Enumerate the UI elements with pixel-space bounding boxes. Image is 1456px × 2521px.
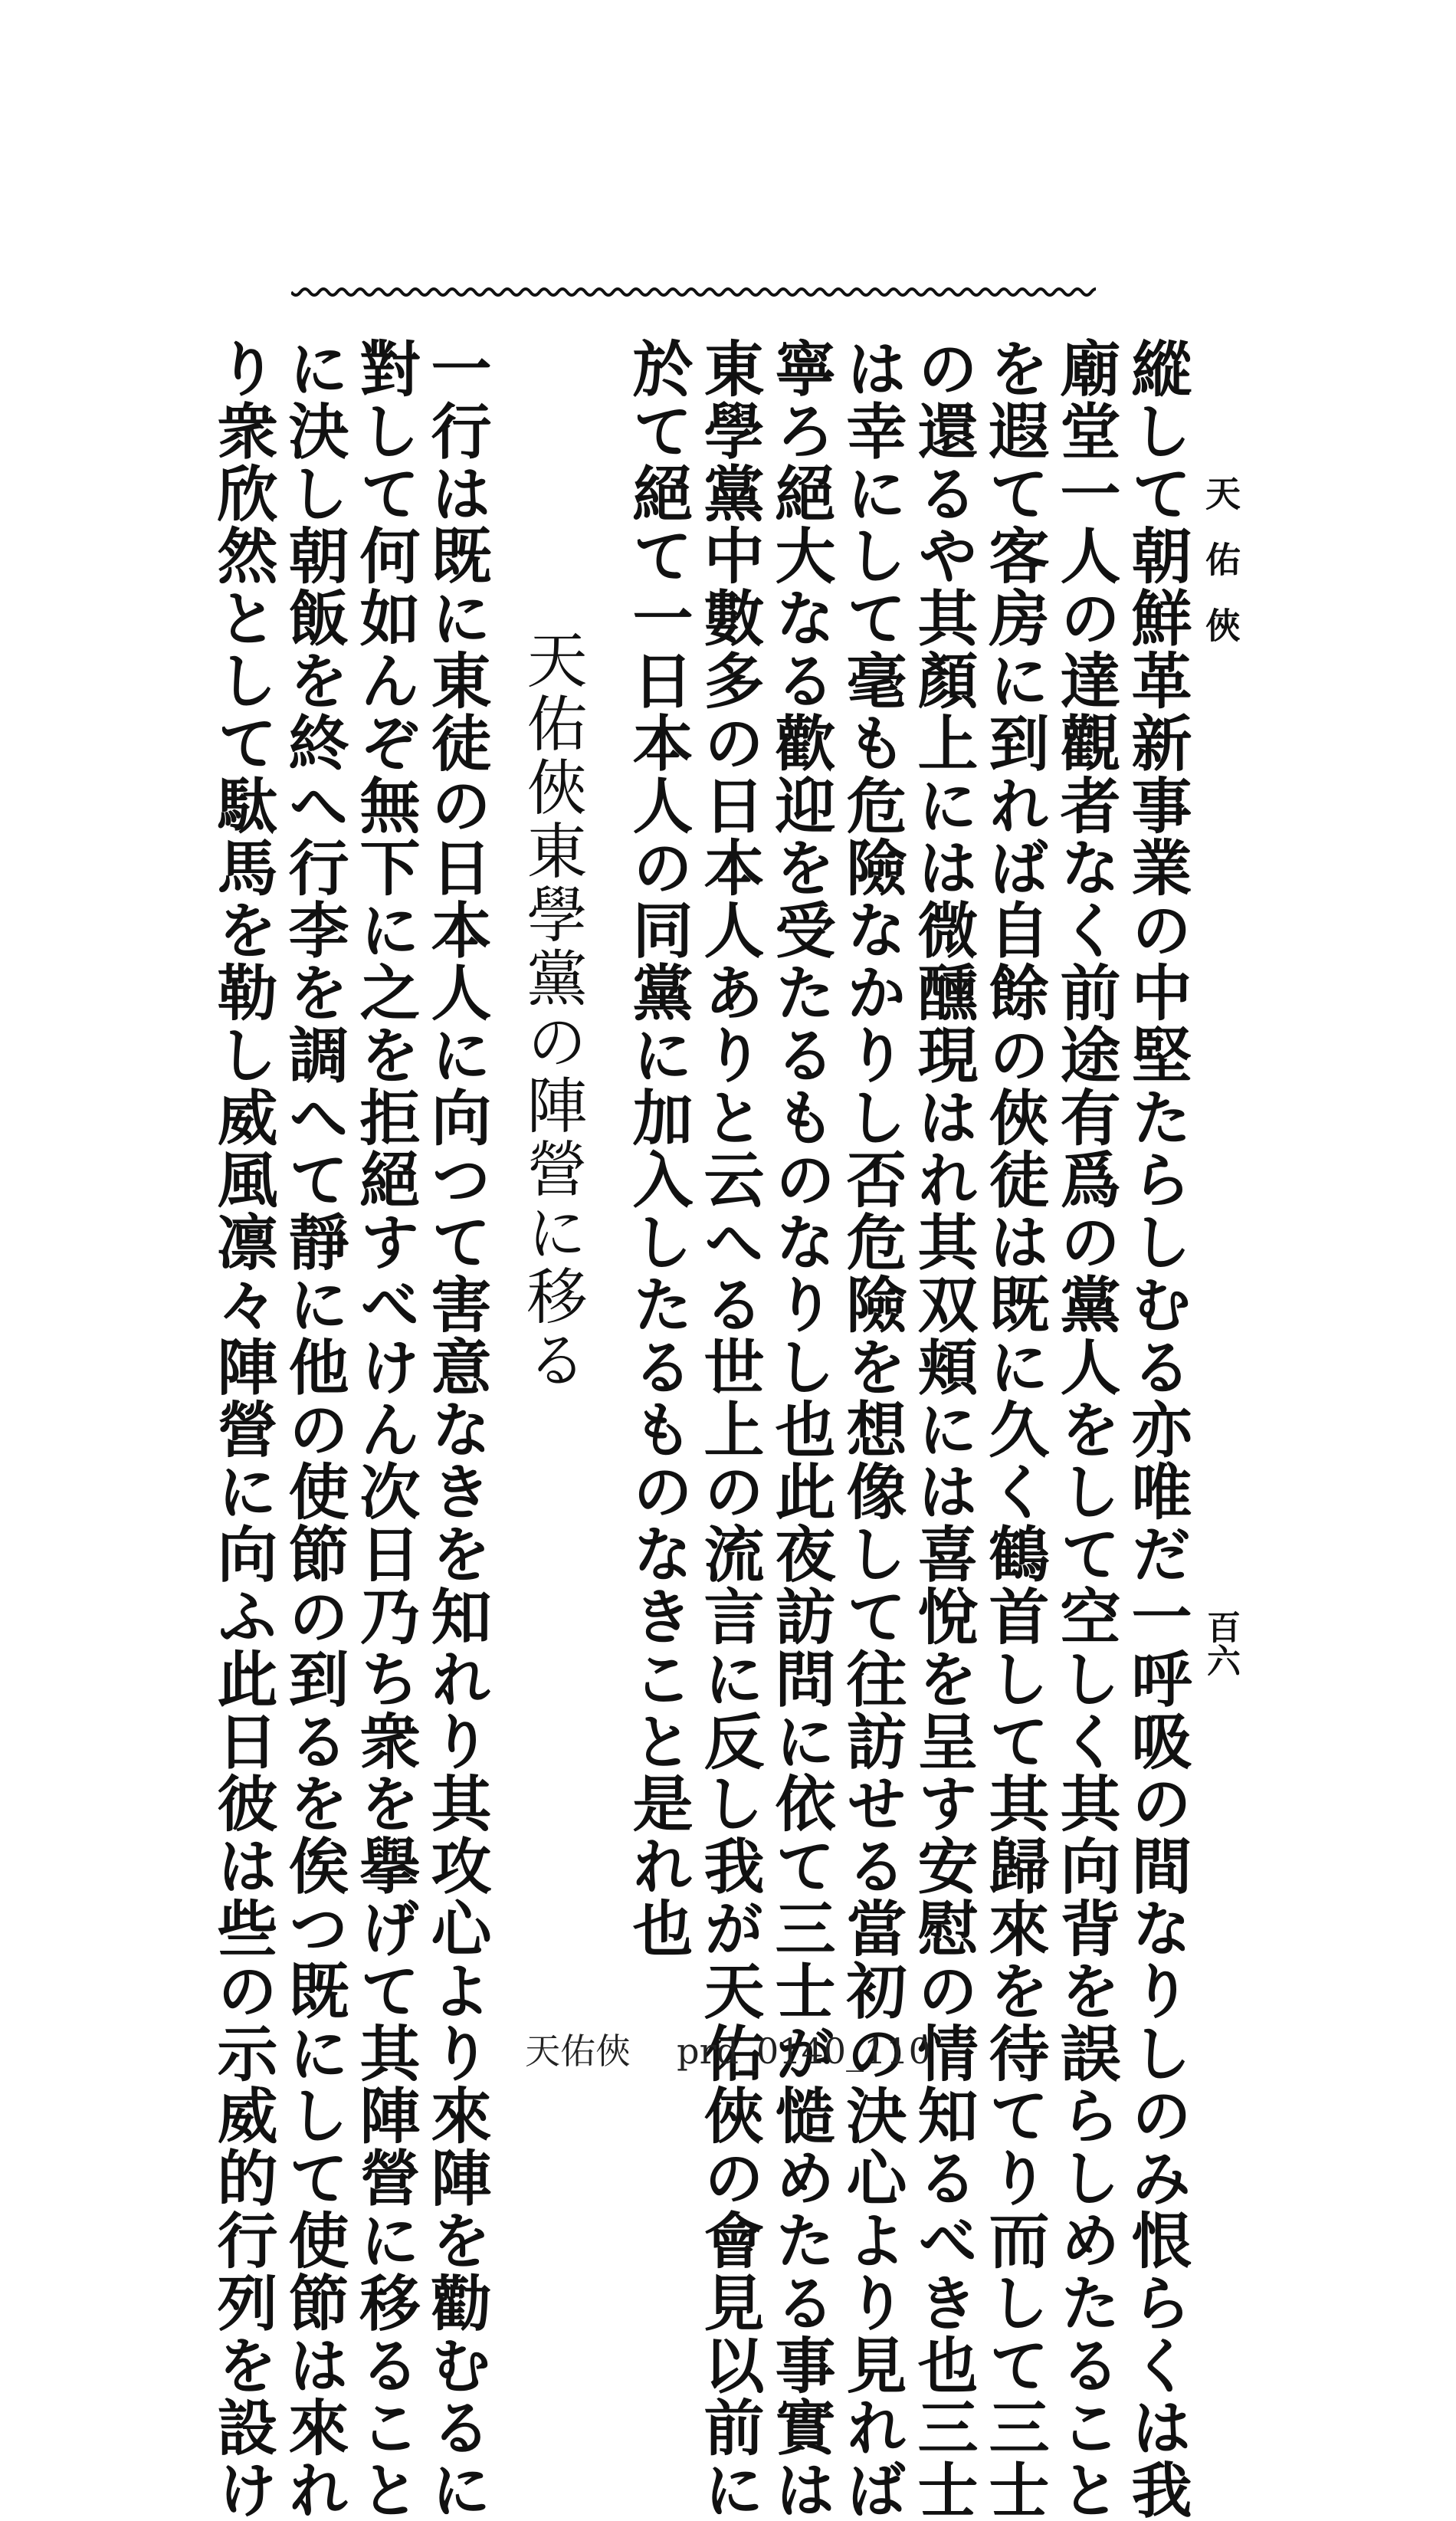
page-number: 百六: [1201, 1610, 1240, 1677]
text-column-6: 寧ろ絕大なる歡迎を受たるものなりし也此夜訪問に依て三士が慥めたる事實は: [765, 337, 836, 2521]
text-column-10: 對して何如んぞ無下に之を拒絕すべけん次日乃ち衆を擧げて其陣營に移ること: [349, 337, 421, 2521]
text-column-4: の還るや其顏上には微醺現はれ其双頬には喜悅を呈す安慰の情知るべき也三士: [907, 337, 979, 2521]
text-column-1: 縱して朝鮮革新事業の中堅たらしむる亦唯だ一呼吸の間なりしのみ恨らくは我: [1121, 337, 1192, 2521]
text-column-12: り衆欣然として駄馬を勒し威風凛々陣營に向ふ此日彼は些の示威的行列を設け: [207, 337, 278, 2521]
section-heading: 天佑俠東學黨の陣營に移る: [516, 629, 587, 1392]
text-column-3: を遐て客房に到れば自餘の俠徒は既に久く鶴首して其歸來を待てり而して三士: [979, 337, 1050, 2521]
text-column-5: は幸にして毫も危險なかりし否危險を想像して往訪せる當初の決心より見れば: [836, 337, 907, 2521]
running-head-title: 天佑俠: [1200, 475, 1241, 673]
text-column-2: 廟堂一人の達觀者なく前途有爲の黨人をして空しく其向背を誤らしめたること: [1050, 337, 1121, 2521]
footer-title: 天佑俠: [525, 2030, 631, 2072]
footer: [0, 2024, 1456, 2074]
text-column-8: 於て絕て一日本人の同黨に加入したるものなきこと是れ也: [622, 337, 694, 1960]
text-column-9: 一行は既に東徒の日本人に向つて害意なきを知れり其攻心より來陣を勸むるに: [421, 337, 492, 2521]
wavy-rule: [291, 284, 1096, 300]
text-column-7: 東學黨中數多の日本人ありと云へる世上の流言に反し我が天佑俠の會見以前に: [694, 337, 765, 2521]
footer-code: prd_0140_110: [677, 2030, 931, 2072]
text-column-11: に決し朝飯を終へ行李を調へて靜に他の使節の到るを俟つ既にして使節は來れ: [278, 337, 349, 2521]
